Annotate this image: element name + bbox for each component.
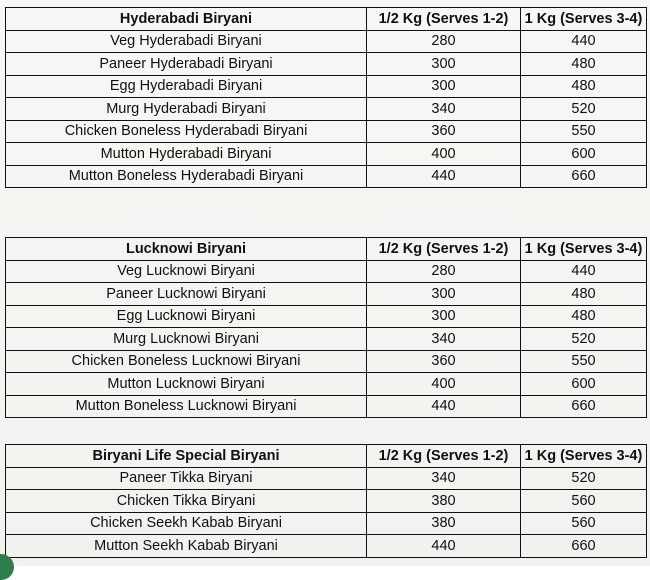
half-kg-price: 440 <box>367 395 521 418</box>
one-kg-price: 480 <box>521 53 647 76</box>
item-name: Paneer Lucknowi Biryani <box>6 283 367 306</box>
one-kg-price: 600 <box>521 143 647 166</box>
item-name: Murg Hyderabadi Biryani <box>6 98 367 121</box>
table-header-row <box>6 8 647 31</box>
half-kg-price: 300 <box>367 53 521 76</box>
one-kg-price: 560 <box>521 512 647 535</box>
table-row <box>6 373 647 396</box>
section-title: Biryani Life Special Biryani <box>6 445 367 468</box>
item-name: Chicken Tikka Biryani <box>6 490 367 513</box>
item-name: Mutton Boneless Lucknowi Biryani <box>6 395 367 418</box>
item-name: Mutton Hyderabadi Biryani <box>6 143 367 166</box>
table-row <box>6 260 647 283</box>
table-row <box>6 165 647 188</box>
half-kg-price: 360 <box>367 120 521 143</box>
table-row <box>6 490 647 513</box>
one-kg-price: 660 <box>521 535 647 558</box>
half-kg-price: 300 <box>367 75 521 98</box>
half-kg-price: 340 <box>367 467 521 490</box>
table-row <box>6 512 647 535</box>
one-kg-price: 520 <box>521 467 647 490</box>
table-row <box>6 98 647 121</box>
one-kg-price: 480 <box>521 75 647 98</box>
section-title: Lucknowi Biryani <box>6 238 367 261</box>
one-kg-price: 480 <box>521 305 647 328</box>
table-row <box>6 395 647 418</box>
one-kg-price: 520 <box>521 98 647 121</box>
half-kg-price: 380 <box>367 490 521 513</box>
half-kg-price: 340 <box>367 328 521 351</box>
one-kg-price: 660 <box>521 395 647 418</box>
item-name: Veg Lucknowi Biryani <box>6 260 367 283</box>
half-kg-price: 400 <box>367 373 521 396</box>
one-kg-price: 520 <box>521 328 647 351</box>
item-name: Chicken Boneless Hyderabadi Biryani <box>6 120 367 143</box>
half-kg-price: 300 <box>367 305 521 328</box>
table-row <box>6 467 647 490</box>
one-kg-price: 660 <box>521 165 647 188</box>
half-kg-column-header: 1/2 Kg (Serves 1-2) <box>367 238 521 261</box>
half-kg-price: 360 <box>367 350 521 373</box>
half-kg-price: 440 <box>367 535 521 558</box>
item-name: Murg Lucknowi Biryani <box>6 328 367 351</box>
item-name: Chicken Boneless Lucknowi Biryani <box>6 350 367 373</box>
item-name: Mutton Lucknowi Biryani <box>6 373 367 396</box>
item-name: Paneer Hyderabadi Biryani <box>6 53 367 76</box>
half-kg-price: 340 <box>367 98 521 121</box>
one-kg-column-header: 1 Kg (Serves 3-4) <box>521 8 647 31</box>
one-kg-price: 600 <box>521 373 647 396</box>
table-row <box>6 143 647 166</box>
lucknowi-biryani-table <box>5 237 647 418</box>
item-name: Chicken Seekh Kabab Biryani <box>6 512 367 535</box>
half-kg-price: 300 <box>367 283 521 306</box>
half-kg-column-header: 1/2 Kg (Serves 1-2) <box>367 8 521 31</box>
section-title: Hyderabadi Biryani <box>6 8 367 31</box>
item-name: Egg Hyderabadi Biryani <box>6 75 367 98</box>
half-kg-price: 280 <box>367 30 521 53</box>
item-name: Paneer Tikka Biryani <box>6 467 367 490</box>
table-row <box>6 75 647 98</box>
one-kg-price: 440 <box>521 30 647 53</box>
one-kg-column-header: 1 Kg (Serves 3-4) <box>521 445 647 468</box>
half-kg-price: 440 <box>367 165 521 188</box>
table-header-row <box>6 445 647 468</box>
one-kg-price: 550 <box>521 120 647 143</box>
half-kg-price: 280 <box>367 260 521 283</box>
table-row <box>6 53 647 76</box>
table-row <box>6 328 647 351</box>
half-kg-price: 380 <box>367 512 521 535</box>
item-name: Egg Lucknowi Biryani <box>6 305 367 328</box>
item-name: Mutton Boneless Hyderabadi Biryani <box>6 165 367 188</box>
one-kg-price: 560 <box>521 490 647 513</box>
item-name: Veg Hyderabadi Biryani <box>6 30 367 53</box>
table-row <box>6 283 647 306</box>
half-kg-column-header: 1/2 Kg (Serves 1-2) <box>367 445 521 468</box>
one-kg-price: 480 <box>521 283 647 306</box>
half-kg-price: 400 <box>367 143 521 166</box>
one-kg-price: 550 <box>521 350 647 373</box>
one-kg-price: 440 <box>521 260 647 283</box>
table-row <box>6 535 647 558</box>
table-row <box>6 30 647 53</box>
table-row <box>6 350 647 373</box>
table-header-row <box>6 238 647 261</box>
item-name: Mutton Seekh Kabab Biryani <box>6 535 367 558</box>
table-row <box>6 305 647 328</box>
special-biryani-table <box>5 444 647 558</box>
one-kg-column-header: 1 Kg (Serves 3-4) <box>521 238 647 261</box>
table-row <box>6 120 647 143</box>
hyderabadi-biryani-table <box>5 7 647 188</box>
